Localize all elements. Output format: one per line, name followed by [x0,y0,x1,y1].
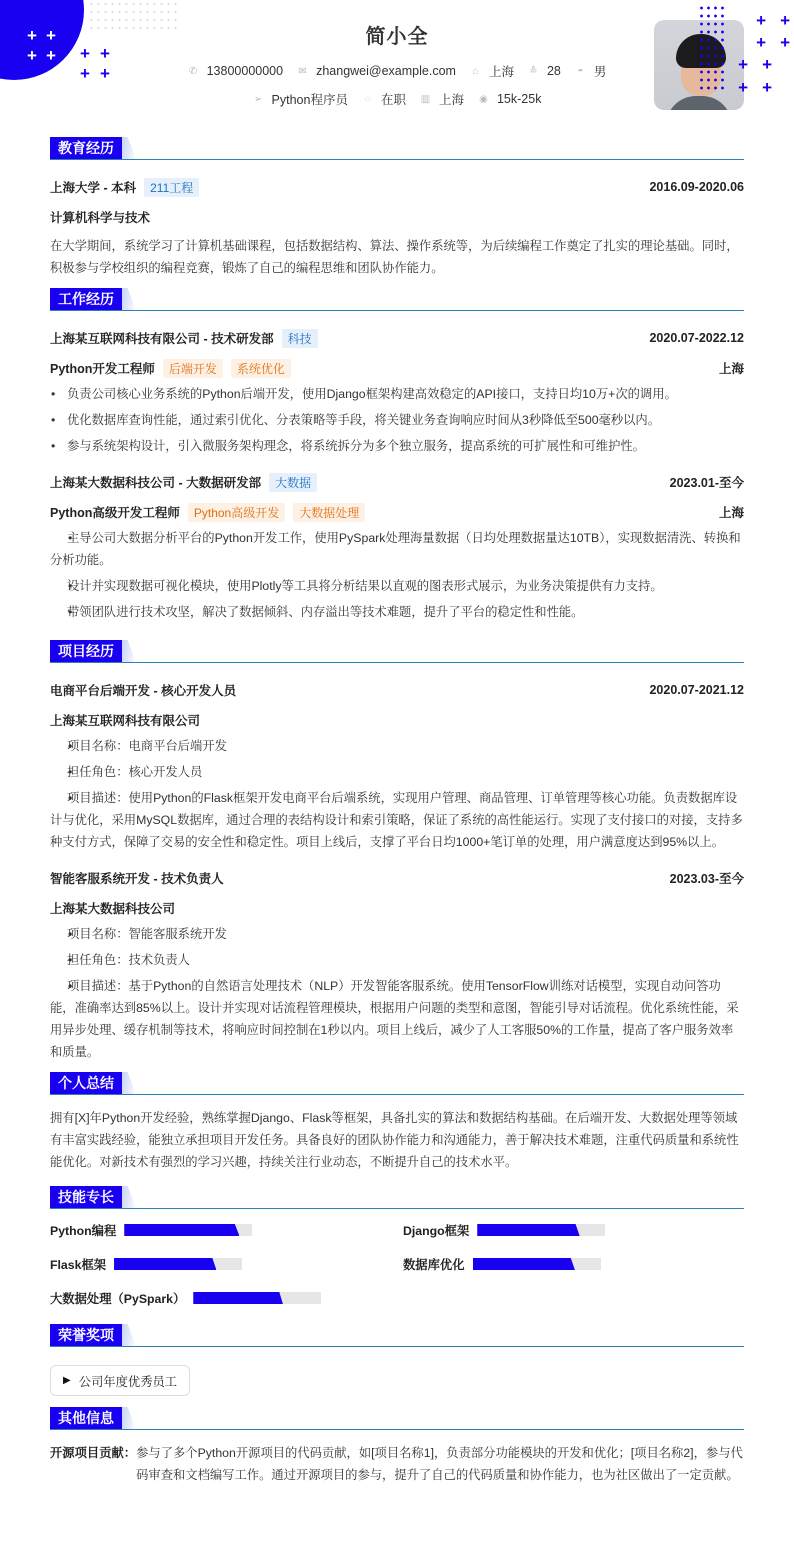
plus-icon: + [756,33,766,52]
plus-icon: + [762,55,772,74]
skill-bar [473,1258,601,1270]
contact-phone: ✆ 13800000000 [188,64,284,78]
job-status: ◌ 在职 [362,90,406,108]
education-description: 在大学期间，系统学习了计算机基础课程，包括数据结构、算法、操作系统等，为后续编程工作奠定了扎实的理论基础。同时，积极参与学校组织的编程竞赛，锻炼了自己的编程思维和团队协作能力。 [50,239,739,275]
project-company: 上海某大数据科技公司 [50,902,176,916]
job-city: ▥ 上海 [420,93,464,107]
skill-bar [193,1292,321,1304]
plus-icon: + [100,44,110,63]
section-projects [50,641,744,1063]
contact-gender: ◓ 男 [575,62,607,80]
skill-tag: Python高级开发 [188,503,285,522]
skill-name: Flask框架 [50,1258,107,1272]
contact-email: ✉ zhangwei@example.com [298,64,456,78]
work-location: 上海 [718,506,744,520]
title-tail-decoration [122,1072,136,1094]
title-tail-decoration [122,1324,136,1346]
section-header [50,1073,744,1095]
decorative-dots-blue [698,4,728,92]
work-date: 2023.01-至今 [669,476,744,490]
skill-item [50,1255,403,1273]
project-entry [50,675,744,853]
email-icon: ✉ [298,65,307,77]
plus-icon: + [780,11,790,30]
section-summary [50,1073,744,1173]
section-work [50,289,744,623]
section-title: 教育经历 [50,137,122,159]
section-header [50,641,744,663]
title-tail-decoration [122,137,136,159]
industry-tag: 科技 [282,329,318,348]
age-icon: ≙ [529,65,538,77]
plus-icon: + [80,44,90,63]
position: Python开发工程师 [50,362,155,376]
skill-tag: 系统优化 [231,359,291,378]
list-item: • 担任角色：核心开发人员 [50,761,744,783]
list-item: • 项目名称：电商平台后端开发 [50,735,744,757]
list-item: • 带领团队进行技术攻坚，解决了数据倾斜、内存溢出等技术难题，提升了平台的稳定性和性能。 [50,601,744,623]
status-icon: ◌ [364,93,371,105]
job-salary: ◉ 15k-25k [479,92,542,106]
list-item: • 项目描述：使用Python的Flask框架开发电商平台后端系统，实现用户管理、商品管理、订单管理等核心功能。负责数据库设计与优化，采用MySQL数据库，通过合理的表结构设计和索引策略，保证了系统的高性能运行。实现了支付接口的对接，支持多种支付方式，保障了交易的安全性和稳定性。项目上线后，支撑了平台日均1000+笔订单的处理，用户满意度达到95%以上。 [50,787,744,853]
project-name: 电商平台后端开发 - 核心开发人员 [50,684,237,698]
contact-row [50,62,744,83]
project-date: 2020.07-2021.12 [649,683,744,697]
skill-name: Django框架 [403,1224,470,1238]
skill-bar [124,1224,252,1236]
job-intent-row [50,90,744,108]
project-date: 2023.03-至今 [669,872,744,886]
list-item: • 参与系统架构设计，引入微服务架构理念，将系统拆分为多个独立服务，提高系统的可扩展性和可维护性。 [50,435,744,457]
work-location: 上海 [718,362,744,376]
work-entry [50,323,744,457]
work-entry [50,467,744,623]
home-icon: ⌂ [472,65,479,77]
skill-name: 大数据处理（PySpark） [50,1292,186,1306]
position: Python高级开发工程师 [50,506,180,520]
school-tag: 211工程 [144,178,199,197]
skill-tag: 后端开发 [163,359,223,378]
section-header [50,289,744,311]
title-tail-decoration [122,288,136,310]
section-title: 项目经历 [50,640,122,662]
gender-icon: ◓ [577,65,584,77]
school-name: 上海大学 - 本科 [50,181,137,195]
section-title: 荣誉奖项 [50,1324,122,1346]
job-position: ➢ Python程序员 [253,93,348,107]
project-bullets [50,735,744,853]
plus-icon: + [80,64,90,83]
other-info-text: 参与了多个Python开源项目的代码贡献，如[项目名称1]，负责部分功能模块的开发和优化；[项目名称2]，参与代码审查和文档编写工作。通过开源项目的参与，提升了自己的代码质量和协作能力，也为社区做出了一定贡献。 [136,1446,743,1482]
other-info-item [50,1442,744,1486]
section-skills [50,1187,744,1307]
major: 计算机科学与技术 [50,211,151,225]
candidate-name: 简小全 [365,26,429,48]
award-name: 公司年度优秀员工 [78,1374,178,1389]
company-name: 上海某大数据科技公司 - 大数据研发部 [50,476,262,490]
education-entry [50,172,744,279]
skill-item [50,1221,403,1239]
skill-bar [477,1224,605,1236]
company-name: 上海某互联网科技有限公司 - 技术研发部 [50,332,274,346]
award-item[interactable] [50,1365,190,1396]
plus-icon: + [27,46,37,65]
project-entry [50,863,744,1063]
other-info-label: 开源项目贡献： [50,1446,137,1460]
summary-text: 拥有[X]年Python开发经验，熟练掌握Django、Flask等框架，具备扎实的算法和数据结构基础。在后端开发、大数据处理等领域有丰富实践经验，能独立承担项目开发任务。具备良好的团队协作能力和沟通能力，善于解决技术难题，注重代码质量和系统性能优化。对新技术有强烈的学习兴趣，持续关注行业动态，不断提升自己的技术水平。 [50,1111,739,1169]
section-title: 个人总结 [50,1072,122,1094]
plus-icon: + [738,78,748,97]
section-education [50,138,744,279]
section-header [50,138,744,160]
section-header [50,1325,744,1347]
section-title: 技能专长 [50,1186,122,1208]
plus-icon: + [738,55,748,74]
education-date: 2016.09-2020.06 [649,180,744,194]
plus-icon: + [756,11,766,30]
section-header [50,1187,744,1209]
skill-tag: 大数据处理 [293,503,365,522]
phone-icon: ✆ [188,65,198,77]
section-title: 工作经历 [50,288,122,310]
section-title: 其他信息 [50,1407,122,1429]
project-name: 智能客服系统开发 - 技术负责人 [50,872,224,886]
plus-icon: + [27,26,37,45]
plus-icon: + [762,78,772,97]
plus-icon: + [100,64,110,83]
skill-item [403,1255,744,1273]
section-awards [50,1325,744,1408]
skill-item [50,1289,403,1307]
project-bullets [50,923,744,1063]
section-header [50,1408,744,1430]
triangle-right-icon: ▶ [63,1375,71,1386]
send-icon: ➢ [253,93,263,105]
work-date: 2020.07-2022.12 [649,331,744,345]
skill-name: 数据库优化 [403,1258,465,1272]
section-other [50,1408,744,1486]
list-item: • 主导公司大数据分析平台的Python开发工作，使用PySpark处理海量数据（日均处理数据量达10TB），实现数据清洗、转换和分析功能。 [50,527,744,571]
list-item: • 项目描述：基于Python的自然语言处理技术（NLP）开发智能客服系统。使用TensorFlow训练对话模型，实现自动问答功能，准确率达到85%以上。设计并实现对话流程管理模块，根据用户问题的类型和意图，智能引导对话流程。优化系统性能，采用异步处理、缓存机制等技术，将响应时间控制在1秒以内。项目上线后，减少了人工客服50%的工作量，提高了客户服务效率和质量。 [50,975,744,1063]
list-item: • 担任角色：技术负责人 [50,949,744,971]
work-bullets [50,383,744,457]
contact-city: ⌂ 上海 [470,62,514,80]
skill-item [403,1221,744,1239]
building-icon: ▥ [420,93,431,105]
skills-grid [50,1221,744,1307]
industry-tag: 大数据 [269,473,317,492]
work-bullets [50,527,744,623]
title-tail-decoration [122,640,136,662]
resume-header [50,0,790,130]
list-item: • 优化数据库查询性能，通过索引优化、分表策略等手段，将关键业务查询响应时间从3秒降低至500毫秒以内。 [50,409,744,431]
project-company: 上海某互联网科技有限公司 [50,714,201,728]
list-item: • 负责公司核心业务系统的Python后端开发，使用Django框架构建高效稳定的API接口，支持日均10万+次的调用。 [50,383,744,405]
list-item: • 项目名称：智能客服系统开发 [50,923,744,945]
skill-bar [114,1258,242,1270]
list-item: • 设计并实现数据可视化模块，使用Plotly等工具将分析结果以直观的图表形式展示，为业务决策提供有力支持。 [50,575,744,597]
salary-icon: ◉ [479,93,488,105]
skill-name: Python编程 [50,1224,117,1238]
plus-icon: + [46,46,56,65]
plus-icon: + [780,33,790,52]
title-tail-decoration [122,1407,136,1429]
title-tail-decoration [122,1186,136,1208]
contact-age: ≙ 28 [529,64,561,78]
plus-icon: + [46,26,56,45]
